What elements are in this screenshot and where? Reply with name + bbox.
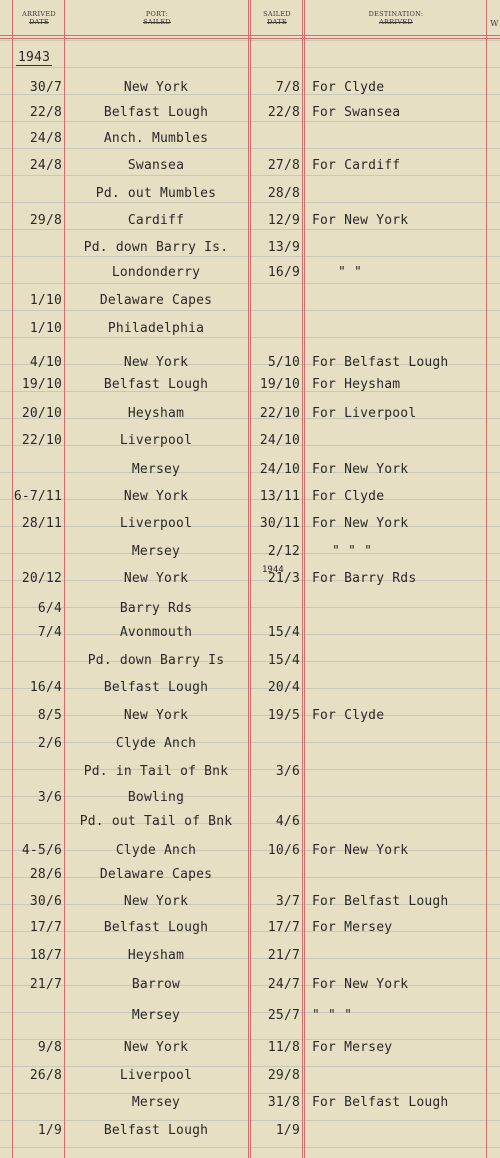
port-name: Cardiff: [127, 213, 185, 228]
sailed-date: 1/9: [275, 1123, 300, 1138]
arrived-date: 4-5/6: [21, 843, 62, 858]
header-rule: [0, 35, 500, 36]
arrived-date: 16/4: [29, 680, 62, 695]
sailed-date: 16/9: [267, 265, 300, 280]
destination: For Belfast Lough: [312, 355, 449, 370]
port-name: Barry Rds: [119, 601, 193, 616]
sailed-date: 21/7: [267, 948, 300, 963]
column-rule-sailed-double: [304, 0, 305, 1158]
arrived-date: 6/4: [37, 601, 62, 616]
header-destination-label: DESTINATION:: [368, 10, 424, 18]
sailed-date: 10/6: [267, 843, 300, 858]
port-name: Mersey: [131, 462, 181, 477]
port-name: Mersey: [131, 544, 181, 559]
arrived-date: 7/4: [37, 625, 62, 640]
arrived-date: 20/10: [21, 406, 62, 421]
port-name: Bowling: [127, 790, 185, 805]
port-name: Delaware Capes: [99, 867, 213, 882]
port-name: New York: [123, 894, 189, 909]
destination: For Mersey: [312, 1040, 393, 1055]
sailed-date: 22/8: [267, 105, 300, 120]
arrived-date: 1/9: [37, 1123, 62, 1138]
arrived-date: 6-7/11: [13, 489, 62, 504]
arrived-date: 30/7: [29, 80, 62, 95]
port-name: Pd. out Mumbles: [95, 186, 217, 201]
port-name: Liverpool: [119, 433, 193, 448]
port-name: Clyde Anch: [115, 736, 197, 751]
header-edge: W: [490, 19, 499, 28]
arrived-date: 24/8: [29, 158, 62, 173]
port-name: Mersey: [131, 1095, 181, 1110]
sailed-date: 3/7: [275, 894, 300, 909]
port-name: Pd. out Tail of Bnk: [79, 814, 233, 829]
arrived-date: 22/8: [29, 105, 62, 120]
destination: For Swansea: [312, 105, 401, 120]
sailed-date: 25/7: [267, 1008, 300, 1023]
year-1943: [16, 50, 52, 66]
port-name: New York: [123, 1040, 189, 1055]
column-rule-destination: [486, 0, 487, 1158]
port-name: New York: [123, 708, 189, 723]
header-sailed-label: SAILED: [263, 10, 291, 18]
header-rule-double: [0, 38, 500, 39]
sailed-date: 31/8: [267, 1095, 300, 1110]
sailed-date: 3/6: [275, 764, 300, 779]
arrived-date: 1/10: [29, 293, 62, 308]
port-name: Mersey: [131, 1008, 181, 1023]
column-rule-port: [248, 0, 249, 1158]
destination: For Clyde: [312, 80, 385, 95]
destination: " " ": [332, 544, 373, 559]
arrived-date: 22/10: [21, 433, 62, 448]
sailed-date: 21/3: [267, 571, 300, 586]
destination: For New York: [312, 213, 409, 228]
header-destination: [306, 10, 486, 26]
destination: For Cardiff: [312, 158, 401, 173]
arrived-date: 9/8: [37, 1040, 62, 1055]
sailed-date: 13/9: [267, 240, 300, 255]
port-name: Belfast Lough: [103, 377, 209, 392]
arrived-date: 1/10: [29, 321, 62, 336]
destination: " " ": [312, 1008, 353, 1023]
arrived-date: 4/10: [29, 355, 62, 370]
destination: For Barry Rds: [312, 571, 417, 586]
sailed-date: 19/10: [259, 377, 300, 392]
sailed-date: 11/8: [267, 1040, 300, 1055]
port-name: Anch. Mumbles: [103, 131, 209, 146]
port-name: Pd. in Tail of Bnk: [83, 764, 229, 779]
sailed-date: 5/10: [267, 355, 300, 370]
port-name: Barrow: [131, 977, 181, 992]
port-name: Pd. down Barry Is: [87, 653, 225, 668]
destination: For Liverpool: [312, 406, 417, 421]
column-rule-sailed: [302, 0, 303, 1158]
port-name: Heysham: [127, 406, 185, 421]
arrived-date: 30/6: [29, 894, 62, 909]
port-name: Pd. down Barry Is.: [83, 240, 229, 255]
arrived-date: 28/6: [29, 867, 62, 882]
destination: For New York: [312, 843, 409, 858]
port-name: Swansea: [127, 158, 185, 173]
sailed-date: 13/11: [259, 489, 300, 504]
port-name: Clyde Anch: [115, 843, 197, 858]
arrived-date: 29/8: [29, 213, 62, 228]
column-rule-arrived: [64, 0, 65, 1158]
destination: For Belfast Lough: [312, 894, 449, 909]
port-name: New York: [123, 355, 189, 370]
header-arrived: [14, 10, 64, 26]
arrived-date: 3/6: [37, 790, 62, 805]
sailed-date: 15/4: [267, 625, 300, 640]
sailed-date: 28/8: [267, 186, 300, 201]
year-1944: 1944: [262, 565, 284, 575]
arrived-date: 17/7: [29, 920, 62, 935]
arrived-date: 21/7: [29, 977, 62, 992]
header-arrived-sub: DATE: [29, 18, 49, 26]
header-sailed: [252, 10, 302, 26]
destination: For Mersey: [312, 920, 393, 935]
header-port: [66, 10, 248, 26]
port-name: Delaware Capes: [99, 293, 213, 308]
port-name: Liverpool: [119, 516, 193, 531]
arrived-date: 20/12: [21, 571, 62, 586]
arrived-date: 8/5: [37, 708, 62, 723]
sailed-date: 19/5: [267, 708, 300, 723]
sailed-date: 22/10: [259, 406, 300, 421]
sailed-date: 24/7: [267, 977, 300, 992]
header-port-sub: SAILED: [143, 18, 171, 26]
header-port-label: PORT:: [145, 10, 169, 18]
destination: For Clyde: [312, 489, 385, 504]
port-name: Belfast Lough: [103, 680, 209, 695]
port-name: Liverpool: [119, 1068, 193, 1083]
port-name: Belfast Lough: [103, 1123, 209, 1138]
sailed-date: 2/12: [267, 544, 300, 559]
arrived-date: 28/11: [21, 516, 62, 531]
destination: For Belfast Lough: [312, 1095, 449, 1110]
header-sailed-sub: DATE: [267, 18, 287, 26]
port-name: New York: [123, 80, 189, 95]
sailed-date: 29/8: [267, 1068, 300, 1083]
port-name: Belfast Lough: [103, 105, 209, 120]
arrived-date: 24/8: [29, 131, 62, 146]
sailed-date: 24/10: [259, 462, 300, 477]
port-name: Philadelphia: [107, 321, 205, 336]
destination: For New York: [312, 462, 409, 477]
sailed-date: 12/9: [267, 213, 300, 228]
destination: For Heysham: [312, 377, 401, 392]
header-destination-sub: ARRIVED: [379, 18, 413, 26]
port-name: Belfast Lough: [103, 920, 209, 935]
arrived-date: 18/7: [29, 948, 62, 963]
port-name: Avonmouth: [119, 625, 193, 640]
sailed-date: 30/11: [259, 516, 300, 531]
arrived-date: 19/10: [21, 377, 62, 392]
header-arrived-label: ARRIVED: [22, 10, 56, 18]
port-name: New York: [123, 571, 189, 586]
destination: For New York: [312, 977, 409, 992]
arrived-date: 26/8: [29, 1068, 62, 1083]
port-name: Londonderry: [111, 265, 201, 280]
port-name: Heysham: [127, 948, 185, 963]
destination: For Clyde: [312, 708, 385, 723]
sailed-date: 4/6: [275, 814, 300, 829]
year-1943-text: 1943: [18, 50, 51, 65]
arrived-date: 2/6: [37, 736, 62, 751]
sailed-date: 17/7: [267, 920, 300, 935]
port-name: New York: [123, 489, 189, 504]
destination: For New York: [312, 516, 409, 531]
sailed-date: 15/4: [267, 653, 300, 668]
sailed-date: 27/8: [267, 158, 300, 173]
sailed-date: 24/10: [259, 433, 300, 448]
sailed-date: 20/4: [267, 680, 300, 695]
destination: " ": [338, 265, 363, 280]
sailed-date: 7/8: [275, 80, 300, 95]
